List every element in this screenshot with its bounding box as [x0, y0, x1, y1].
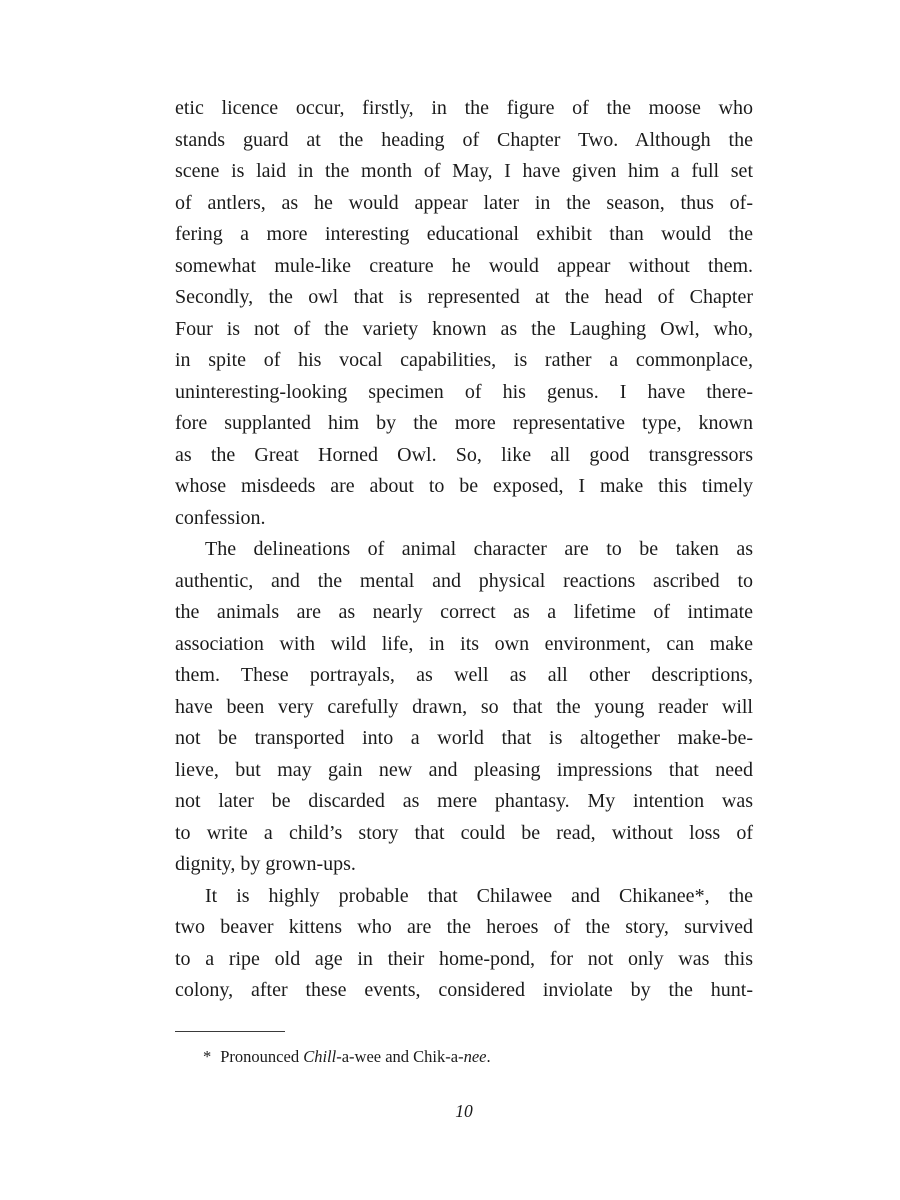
- text-line: association with wild life, in its own environment, can make: [175, 632, 753, 655]
- text-line: them. These portrayals, as well as all other descriptions,: [175, 664, 753, 686]
- text-line: dignity, by grown-ups.: [175, 853, 356, 875]
- text-line: the animals are as nearly correct as a lifetime of intimate: [175, 601, 753, 623]
- paragraph: [175, 881, 753, 1007]
- text-line: to a ripe old age in their home-pond, for not only was this: [175, 947, 753, 970]
- footnote-text: Pronounced: [220, 1046, 304, 1066]
- text-line: to write a child’s story that could be read, without loss of: [175, 821, 753, 844]
- footnote-separator: [175, 1031, 285, 1032]
- text-line: somewhat mule-like creature he would appear without them.: [175, 254, 753, 277]
- text-line: fering a more interesting educational exhibit than would the: [175, 223, 753, 245]
- text-line: in spite of his vocal capabilities, is rather a commonplace,: [175, 349, 753, 371]
- text-line: as the Great Horned Owl. So, like all good transgressors: [175, 443, 753, 466]
- text-line: scene is laid in the month of May, I have given him a full set: [175, 160, 753, 182]
- text-line: have been very carefully drawn, so that the young reader will: [175, 695, 753, 718]
- footnote-text-italic: Chill: [303, 1046, 337, 1066]
- text-line: of antlers, as he would appear later in the season, thus of-: [175, 191, 753, 214]
- text-line: It is highly probable that Chilawee and Chikanee*, the: [205, 884, 753, 907]
- footnote: [175, 1045, 753, 1068]
- text-line: authentic, and the mental and physical reactions ascribed to: [175, 569, 753, 592]
- text-line: not be transported into a world that is altogether make-be-: [175, 727, 753, 749]
- text-line: Four is not of the variety known as the Laughing Owl, who,: [175, 317, 753, 340]
- text-line: uninteresting-looking specimen of his genus. I have there-: [175, 380, 753, 403]
- text-line: colony, after these events, considered inviolate by the hunt-: [175, 979, 753, 1001]
- text-line: two beaver kittens who are the heroes of the story, survived: [175, 916, 753, 938]
- page-number: 10: [455, 1101, 473, 1121]
- text-line: lieve, but may gain new and pleasing impressions that need: [175, 758, 753, 781]
- text-line: fore supplanted him by the more representative type, known: [175, 412, 753, 434]
- paragraph: [175, 93, 753, 534]
- text-line: etic licence occur, firstly, in the figure of the moose who: [175, 97, 753, 119]
- footnote-text: -a-wee and Chik-a-: [336, 1046, 464, 1066]
- text-line: not later be discarded as mere phantasy. My intention was: [175, 790, 753, 812]
- text-line: whose misdeeds are about to be exposed, I make this timely: [175, 475, 753, 497]
- body-text: [175, 93, 753, 1068]
- text-line: The delineations of animal character are to be taken as: [205, 538, 753, 560]
- footnote-text: .: [486, 1046, 491, 1066]
- text-line: Secondly, the owl that is represented at the head of Chapter: [175, 286, 753, 308]
- text-line: confession.: [175, 506, 266, 529]
- text-line: stands guard at the heading of Chapter Two. Although the: [175, 128, 753, 151]
- paragraph: [175, 534, 753, 881]
- footnote-marker: *: [203, 1046, 212, 1066]
- footnote-text-italic: nee: [463, 1046, 487, 1066]
